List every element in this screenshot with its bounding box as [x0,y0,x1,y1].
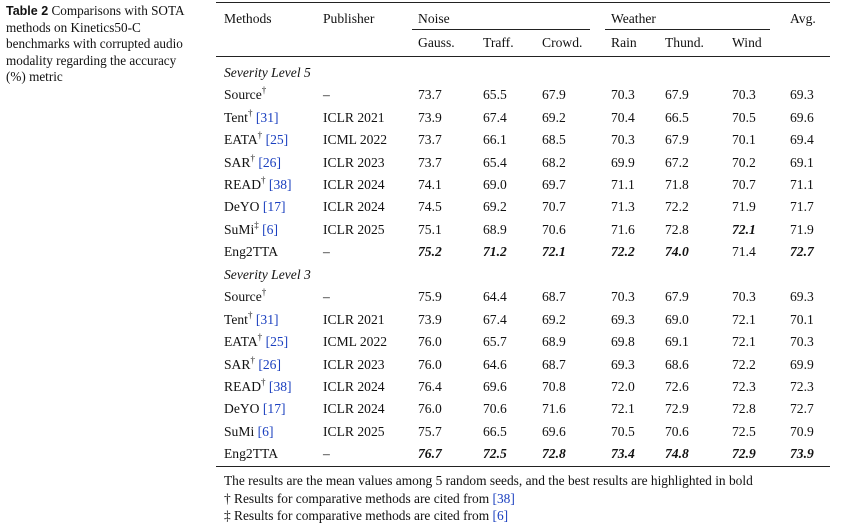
value-cell: 72.6 [665,379,689,394]
citation-mark: † [247,108,253,118]
citation-ref[interactable]: [17] [262,199,286,214]
value-cell: 76.4 [418,379,442,394]
table-notes [224,472,753,525]
value-cell: 64.4 [483,289,507,304]
value-cell: 72.1 [542,244,566,259]
method-name [224,401,286,417]
method-name [224,357,281,373]
method-label: EATA [224,132,258,147]
value-cell: 72.1 [732,334,756,349]
citation-mark: † [261,287,267,297]
method-label: DeYO [224,199,260,214]
value-cell: 68.7 [542,357,566,372]
value-cell: 65.4 [483,155,507,170]
value-cell: 72.1 [732,312,756,327]
method-name [224,446,278,462]
value-cell: 66.1 [483,132,507,147]
publisher-cell: ICLR 2024 [323,199,385,214]
value-cell: 76.0 [418,357,442,372]
citation-ref[interactable]: [31] [255,110,279,125]
value-cell: 70.3 [611,87,635,102]
value-cell: 65.5 [483,87,507,102]
method-label: READ [224,177,262,192]
avg-cell: 70.9 [790,424,814,439]
method-label: SuMi [224,222,255,237]
publisher-cell: ICLR 2023 [323,357,385,372]
citation-ref[interactable]: [26] [258,155,282,170]
avg-cell: 69.1 [790,155,814,170]
method-name [224,199,286,215]
note-dagger-text: † Results for comparative methods are cited from [224,490,493,506]
section-title: Severity Level 3 [224,267,311,282]
publisher-cell: – [323,87,330,102]
value-cell: 71.2 [483,244,507,259]
value-cell: 73.9 [418,110,442,125]
method-label: Source [224,289,262,304]
value-cell: 70.8 [542,379,566,394]
header-col-wind: Wind [732,35,762,50]
citation-mark: ‡ [254,220,259,230]
header-methods: Methods [224,11,272,26]
value-cell: 74.0 [665,244,689,259]
method-label: Tent [224,110,248,125]
header-rule [216,56,830,57]
value-cell: 70.5 [732,110,756,125]
value-cell: 75.2 [418,244,442,259]
value-cell: 67.9 [542,87,566,102]
value-cell: 72.1 [611,401,635,416]
header-weather: Weather [611,11,656,26]
section-title: Severity Level 5 [224,65,311,80]
publisher-cell: ICLR 2021 [323,110,385,125]
note-seeds: The results are the mean values among 5 random seeds, and the best results are highlighted in bold [224,473,753,488]
value-cell: 67.9 [665,289,689,304]
citation-mark: † [257,332,263,342]
method-name [224,379,292,395]
value-cell: 72.8 [732,401,756,416]
note-ddagger-ref[interactable]: [6] [492,508,509,523]
method-name [224,87,266,103]
avg-cell: 69.9 [790,357,814,372]
method-name [224,312,279,328]
header-col-traff: Traff. [483,35,514,50]
avg-cell: 72.7 [790,401,814,416]
publisher-cell: ICLR 2025 [323,222,385,237]
method-name [224,132,288,148]
publisher-cell: – [323,289,330,304]
value-cell: 67.9 [665,87,689,102]
publisher-cell: ICML 2022 [323,334,388,349]
value-cell: 72.8 [542,446,566,461]
value-cell: 72.5 [732,424,756,439]
value-cell: 72.0 [611,379,635,394]
avg-cell: 70.1 [790,312,814,327]
value-cell: 73.7 [418,87,442,102]
value-cell: 71.8 [665,177,689,192]
value-cell: 70.7 [542,199,566,214]
caption-text: Comparisons with SOTA methods on Kinetics50-C benchmarks with corrupted audio modality regarding the accuracy (%) metric [6,3,184,84]
avg-cell: 71.7 [790,199,814,214]
value-cell: 72.8 [665,222,689,237]
publisher-cell: ICLR 2023 [323,155,385,170]
value-cell: 67.4 [483,110,507,125]
method-label: SAR [224,155,251,170]
value-cell: 76.7 [418,446,442,461]
value-cell: 72.2 [732,357,756,372]
value-cell: 69.6 [542,424,566,439]
noise-group-rule [412,29,590,30]
value-cell: 67.4 [483,312,507,327]
value-cell: 71.3 [611,199,635,214]
value-cell: 65.7 [483,334,507,349]
citation-ref[interactable]: [31] [255,312,279,327]
publisher-cell: ICLR 2021 [323,312,385,327]
method-label: DeYO [224,401,260,416]
publisher-cell: ICML 2022 [323,132,388,147]
value-cell: 71.1 [611,177,635,192]
header-col-gauss: Gauss. [418,35,455,50]
header-publisher: Publisher [323,11,375,26]
avg-cell: 71.9 [790,222,814,237]
value-cell: 69.9 [611,155,635,170]
citation-ref[interactable]: [38] [268,177,292,192]
value-cell: 70.7 [732,177,756,192]
value-cell: 75.9 [418,289,442,304]
value-cell: 66.5 [483,424,507,439]
header-col-crowd: Crowd. [542,35,583,50]
value-cell: 69.2 [542,110,566,125]
value-cell: 70.3 [732,87,756,102]
bottom-rule [216,466,830,467]
method-name [224,110,279,126]
value-cell: 67.9 [665,132,689,147]
table-caption [6,3,196,86]
value-cell: 70.3 [611,132,635,147]
citation-mark: † [257,130,263,140]
value-cell: 68.2 [542,155,566,170]
publisher-cell: ICLR 2025 [323,424,385,439]
value-cell: 68.9 [483,222,507,237]
value-cell: 73.9 [418,312,442,327]
value-cell: 68.5 [542,132,566,147]
header-col-rain: Rain [611,35,637,50]
value-cell: 71.9 [732,199,756,214]
citation-ref[interactable]: [6] [262,222,278,237]
avg-cell: 72.3 [790,379,814,394]
value-cell: 69.2 [483,199,507,214]
value-cell: 70.3 [732,289,756,304]
value-cell: 72.1 [732,222,756,237]
value-cell: 74.1 [418,177,442,192]
method-name [224,155,281,171]
value-cell: 70.5 [611,424,635,439]
method-label: Source [224,87,262,102]
value-cell: 69.3 [611,357,635,372]
method-name [224,222,278,238]
table-label: Table 2 [6,4,49,18]
avg-cell: 72.7 [790,244,814,259]
header-noise: Noise [418,11,450,26]
value-cell: 70.3 [611,289,635,304]
value-cell: 72.2 [665,199,689,214]
citation-mark: † [261,175,266,185]
note-dagger-ref[interactable]: [38] [492,490,515,506]
value-cell: 73.4 [611,446,635,461]
citation-mark: † [250,355,255,365]
method-name [224,177,292,193]
value-cell: 76.0 [418,401,442,416]
note-ddagger [224,507,753,525]
avg-cell: 69.3 [790,87,814,102]
citation-mark: † [247,310,253,320]
value-cell: 64.6 [483,357,507,372]
value-cell: 73.7 [418,132,442,147]
value-cell: 68.7 [542,289,566,304]
avg-cell: 70.3 [790,334,814,349]
value-cell: 71.6 [611,222,635,237]
method-name [224,244,278,260]
note-dagger [224,490,753,508]
value-cell: 74.8 [665,446,689,461]
value-cell: 69.0 [483,177,507,192]
publisher-cell: ICLR 2024 [323,379,385,394]
value-cell: 72.5 [483,446,507,461]
note-ddagger-text: ‡ Results for comparative methods are cited from [224,508,493,523]
value-cell: 69.7 [542,177,566,192]
method-label: SuMi [224,424,255,439]
value-cell: 70.6 [542,222,566,237]
header-col-thund: Thund. [665,35,704,50]
value-cell: 70.6 [483,401,507,416]
value-cell: 73.7 [418,155,442,170]
value-cell: 71.6 [542,401,566,416]
method-label: EATA [224,334,258,349]
value-cell: 70.1 [732,132,756,147]
method-label: Tent [224,312,248,327]
citation-ref[interactable]: [26] [258,357,282,372]
value-cell: 72.3 [732,379,756,394]
header-avg: Avg. [790,11,816,26]
value-cell: 69.3 [611,312,635,327]
value-cell: 68.6 [665,357,689,372]
avg-cell: 71.1 [790,177,814,192]
value-cell: 69.2 [542,312,566,327]
avg-cell: 69.3 [790,289,814,304]
value-cell: 69.6 [483,379,507,394]
citation-mark: † [261,377,266,387]
citation-mark: † [250,153,255,163]
avg-cell: 69.6 [790,110,814,125]
publisher-cell: – [323,244,330,259]
publisher-cell: ICLR 2024 [323,177,385,192]
method-name [224,424,274,440]
value-cell: 66.5 [665,110,689,125]
citation-ref[interactable]: [38] [268,379,292,394]
value-cell: 71.4 [732,244,756,259]
weather-group-rule [605,29,770,30]
citation-ref[interactable]: [25] [265,132,289,147]
value-cell: 72.9 [732,446,756,461]
publisher-cell: – [323,446,330,461]
value-cell: 67.2 [665,155,689,170]
method-label: Eng2TTA [224,446,279,461]
value-cell: 70.4 [611,110,635,125]
method-name [224,289,266,305]
avg-cell: 73.9 [790,446,814,461]
value-cell: 72.2 [611,244,635,259]
method-label: READ [224,379,262,394]
method-label: Eng2TTA [224,244,279,259]
value-cell: 75.7 [418,424,442,439]
citation-mark: † [261,85,267,95]
publisher-cell: ICLR 2024 [323,401,385,416]
citation-ref[interactable]: [17] [262,401,286,416]
value-cell: 72.9 [665,401,689,416]
top-rule [216,2,830,3]
value-cell: 68.9 [542,334,566,349]
value-cell: 75.1 [418,222,442,237]
method-name [224,334,288,350]
citation-ref[interactable]: [6] [257,424,274,439]
value-cell: 69.8 [611,334,635,349]
method-label: SAR [224,357,251,372]
value-cell: 74.5 [418,199,442,214]
avg-cell: 69.4 [790,132,814,147]
citation-ref[interactable]: [25] [265,334,289,349]
value-cell: 70.2 [732,155,756,170]
value-cell: 69.0 [665,312,689,327]
value-cell: 70.6 [665,424,689,439]
value-cell: 76.0 [418,334,442,349]
value-cell: 69.1 [665,334,689,349]
